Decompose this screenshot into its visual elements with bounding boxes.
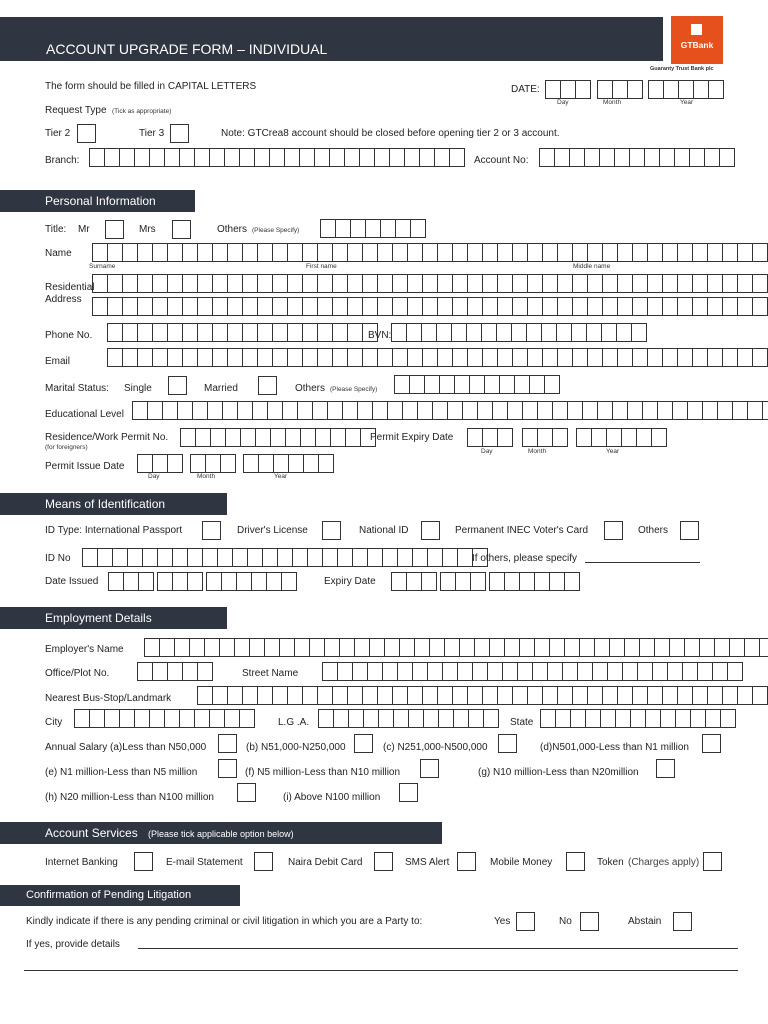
branch-label: Branch: — [45, 155, 80, 166]
id-no-boxes[interactable] — [82, 548, 488, 566]
naira-debit-card-checkbox[interactable] — [374, 852, 393, 871]
address-label: Address — [45, 294, 82, 305]
state-label: State — [510, 717, 534, 728]
permit-issue-year-caption: Year — [274, 473, 288, 480]
name-label: Name — [45, 248, 72, 259]
litigation-yes-checkbox[interactable] — [516, 912, 535, 931]
title-label: Title: — [45, 224, 67, 235]
national-id-label: National ID — [359, 525, 409, 536]
office-plot-boxes[interactable] — [137, 662, 213, 680]
token-checkbox[interactable] — [703, 852, 722, 871]
litigation-no-label: No — [559, 916, 572, 927]
request-type-hint: (Tick as appropriate) — [112, 108, 172, 115]
drivers-license-checkbox[interactable] — [322, 521, 341, 540]
city-label: City — [45, 717, 63, 728]
account-services-bar — [0, 822, 442, 844]
salary-d-label: (d)N501,000-Less than N1 million — [540, 742, 689, 753]
salary-a-label: Annual Salary (a)Less than N50,000 — [45, 742, 207, 753]
permit-expiry-year-caption: Year — [606, 448, 620, 455]
permit-issue-month-caption: Month — [197, 473, 216, 480]
branch-boxes[interactable] — [89, 148, 465, 166]
litigation-details-line2[interactable] — [24, 970, 738, 971]
tier3-label: Tier 3 — [139, 128, 165, 139]
litigation-question: Kindly indicate if there is any pending criminal or civil litigation in which you are a Party to: — [26, 916, 423, 927]
if-others-line[interactable] — [585, 562, 700, 563]
account-no-boxes[interactable] — [539, 148, 735, 166]
logo-square-icon — [691, 24, 702, 35]
date-year-caption: Year — [680, 99, 694, 106]
national-id-checkbox[interactable] — [421, 521, 440, 540]
residential-label: Residential — [45, 282, 95, 293]
expiry-date-label: Expiry Date — [324, 576, 376, 587]
sms-alert-label: SMS Alert — [405, 857, 450, 868]
salary-f-checkbox[interactable] — [420, 759, 439, 778]
lga-boxes[interactable] — [318, 709, 499, 727]
salary-h-label: (h) N20 million-Less than N100 million — [45, 792, 214, 803]
salary-c-label: (c) N251,000-N500,000 — [383, 742, 488, 753]
education-label: Educational Level — [45, 409, 124, 420]
mobile-money-label: Mobile Money — [490, 857, 553, 868]
permit-expiry-label: Permit Expiry Date — [370, 432, 454, 443]
email-label: Email — [45, 356, 71, 367]
date-month-boxes[interactable] — [597, 80, 643, 98]
gtbank-logo — [671, 16, 723, 64]
inec-card-checkbox[interactable] — [604, 521, 623, 540]
litigation-abstain-label: Abstain — [628, 916, 662, 927]
address-boxes-line2[interactable] — [92, 297, 768, 315]
surname-caption: Surname — [89, 263, 116, 270]
salary-c-checkbox[interactable] — [498, 734, 517, 753]
married-checkbox[interactable] — [258, 376, 277, 395]
mr-label: Mr — [78, 224, 90, 235]
account-services-heading: Account Services — [45, 826, 138, 840]
capital-letters-instruction: The form should be filled in CAPITAL LETTERS — [45, 81, 257, 92]
permit-issue-month-boxes[interactable] — [190, 454, 236, 472]
lga-label: L.G .A. — [278, 717, 310, 728]
inec-card-label: Permanent INEC Voter's Card — [455, 525, 589, 536]
mobile-money-checkbox[interactable] — [566, 852, 585, 871]
tier2-label: Tier 2 — [45, 128, 71, 139]
internet-banking-label: Internet Banking — [45, 857, 118, 868]
tier2-checkbox[interactable] — [77, 124, 96, 143]
bvn-label: BVN: — [368, 330, 392, 341]
permit-issue-year-boxes[interactable] — [243, 454, 334, 472]
date-issued-label: Date Issued — [45, 576, 99, 587]
title-others-boxes[interactable] — [320, 219, 426, 237]
city-boxes[interactable] — [74, 709, 255, 727]
email-boxes[interactable] — [107, 348, 768, 366]
id-type-label: ID Type: International Passport — [45, 525, 183, 536]
date-issued-day-boxes[interactable] — [108, 572, 154, 590]
employment-heading: Employment Details — [45, 611, 152, 625]
employment-bar — [0, 607, 227, 629]
phone-label: Phone No. — [45, 330, 93, 341]
salary-b-label: (b) N51,000-N250,000 — [246, 742, 346, 753]
sms-alert-checkbox[interactable] — [457, 852, 476, 871]
bus-stop-boxes[interactable] — [197, 686, 768, 704]
email-statement-label: E-mail Statement — [166, 857, 243, 868]
logo-text: GTBank — [680, 40, 714, 50]
street-name-label: Street Name — [242, 668, 299, 679]
permit-expiry-year-boxes[interactable] — [576, 428, 667, 446]
date-month-caption: Month — [603, 99, 622, 106]
litigation-yes-label: Yes — [494, 916, 511, 927]
gtcrea8-note: Note: GTCrea8 account should be closed before opening tier 2 or 3 account. — [221, 128, 560, 139]
id-no-label: ID No — [45, 553, 71, 564]
litigation-bar — [0, 885, 240, 906]
name-boxes[interactable] — [92, 243, 768, 261]
salary-g-checkbox[interactable] — [656, 759, 675, 778]
salary-h-checkbox[interactable] — [237, 783, 256, 802]
salary-i-label: (i) Above N100 million — [283, 792, 381, 803]
date-day-boxes[interactable] — [545, 80, 591, 98]
permit-issue-day-caption: Day — [148, 473, 160, 480]
salary-e-label: (e) N1 million-Less than N5 million — [45, 767, 198, 778]
bvn-boxes[interactable] — [391, 323, 647, 341]
id-others-checkbox[interactable] — [680, 521, 699, 540]
marital-status-label: Marital Status: — [45, 383, 109, 394]
marital-please-specify: (Please Specify) — [330, 386, 378, 393]
request-type-label: Request Type — [45, 105, 107, 116]
title-others-label: Others — [217, 224, 248, 235]
salary-f-label: (f) N5 million-Less than N10 million — [245, 767, 401, 778]
personal-info-heading: Personal Information — [45, 194, 156, 208]
marital-others-boxes[interactable] — [394, 375, 560, 393]
email-statement-checkbox[interactable] — [254, 852, 273, 871]
single-label: Single — [124, 383, 152, 394]
litigation-no-checkbox[interactable] — [580, 912, 599, 931]
form-header-bar — [0, 17, 663, 61]
phone-boxes[interactable] — [107, 323, 378, 341]
litigation-details-line1[interactable] — [138, 948, 738, 949]
date-day-caption: Day — [557, 99, 569, 106]
passport-checkbox[interactable] — [202, 521, 221, 540]
litigation-heading: Confirmation of Pending Litigation — [26, 889, 192, 901]
middle-name-caption: Middle name — [573, 263, 611, 270]
office-plot-label: Office/Plot No. — [45, 668, 110, 679]
permit-expiry-month-boxes[interactable] — [522, 428, 568, 446]
salary-d-checkbox[interactable] — [702, 734, 721, 753]
identification-bar — [0, 493, 227, 515]
date-issued-month-boxes[interactable] — [157, 572, 203, 590]
first-name-caption: First name — [306, 263, 337, 270]
expiry-day-boxes[interactable] — [391, 572, 437, 590]
token-charges-label: (Charges apply) — [628, 857, 700, 868]
permit-no-label: Residence/Work Permit No. — [45, 432, 169, 443]
internet-banking-checkbox[interactable] — [134, 852, 153, 871]
identification-heading: Means of Identification — [45, 497, 166, 511]
for-foreigners-caption: (for foreigners) — [45, 444, 88, 451]
permit-issue-label: Permit Issue Date — [45, 461, 125, 472]
account-no-label: Account No: — [474, 155, 529, 166]
tier3-checkbox[interactable] — [170, 124, 189, 143]
date-year-boxes[interactable] — [648, 80, 724, 98]
permit-expiry-day-caption: Day — [481, 448, 493, 455]
education-boxes[interactable] — [132, 401, 768, 419]
salary-a-checkbox[interactable] — [218, 734, 237, 753]
if-others-label: If others, please specify — [472, 553, 578, 564]
salary-b-checkbox[interactable] — [354, 734, 373, 753]
date-label: DATE: — [511, 84, 540, 95]
permit-issue-day-boxes[interactable] — [137, 454, 183, 472]
mrs-checkbox[interactable] — [172, 220, 191, 239]
employer-name-label: Employer's Name — [45, 644, 124, 655]
mr-checkbox[interactable] — [105, 220, 124, 239]
salary-g-label: (g) N10 million-Less than N20million — [478, 767, 639, 778]
married-label: Married — [204, 383, 238, 394]
address-boxes-line1[interactable] — [92, 274, 768, 292]
expiry-month-boxes[interactable] — [440, 572, 486, 590]
bus-stop-label: Nearest Bus-Stop/Landmark — [45, 693, 172, 704]
naira-debit-card-label: Naira Debit Card — [288, 857, 363, 868]
single-checkbox[interactable] — [168, 376, 187, 395]
street-name-boxes[interactable] — [322, 662, 743, 680]
litigation-details-label: If yes, provide details — [26, 939, 120, 950]
marital-others-label: Others — [295, 383, 326, 394]
employer-name-boxes[interactable] — [144, 638, 768, 656]
form-title: ACCOUNT UPGRADE FORM – INDIVIDUAL — [46, 41, 328, 57]
permit-no-boxes[interactable] — [180, 428, 376, 446]
permit-expiry-month-caption: Month — [528, 448, 547, 455]
bank-name: Guaranty Trust Bank plc — [650, 66, 714, 72]
permit-expiry-day-boxes[interactable] — [467, 428, 513, 446]
personal-info-bar — [0, 190, 195, 212]
token-label: Token — [597, 857, 624, 868]
expiry-year-boxes[interactable] — [489, 572, 580, 590]
drivers-license-label: Driver's License — [237, 525, 308, 536]
state-boxes[interactable] — [540, 709, 736, 727]
salary-i-checkbox[interactable] — [399, 783, 418, 802]
account-services-hint: (Please tick applicable option below) — [148, 829, 294, 839]
salary-e-checkbox[interactable] — [218, 759, 237, 778]
id-others-label: Others — [638, 525, 669, 536]
mrs-label: Mrs — [139, 224, 156, 235]
litigation-abstain-checkbox[interactable] — [673, 912, 692, 931]
title-please-specify: (Please Specify) — [252, 227, 300, 234]
date-issued-year-boxes[interactable] — [206, 572, 297, 590]
